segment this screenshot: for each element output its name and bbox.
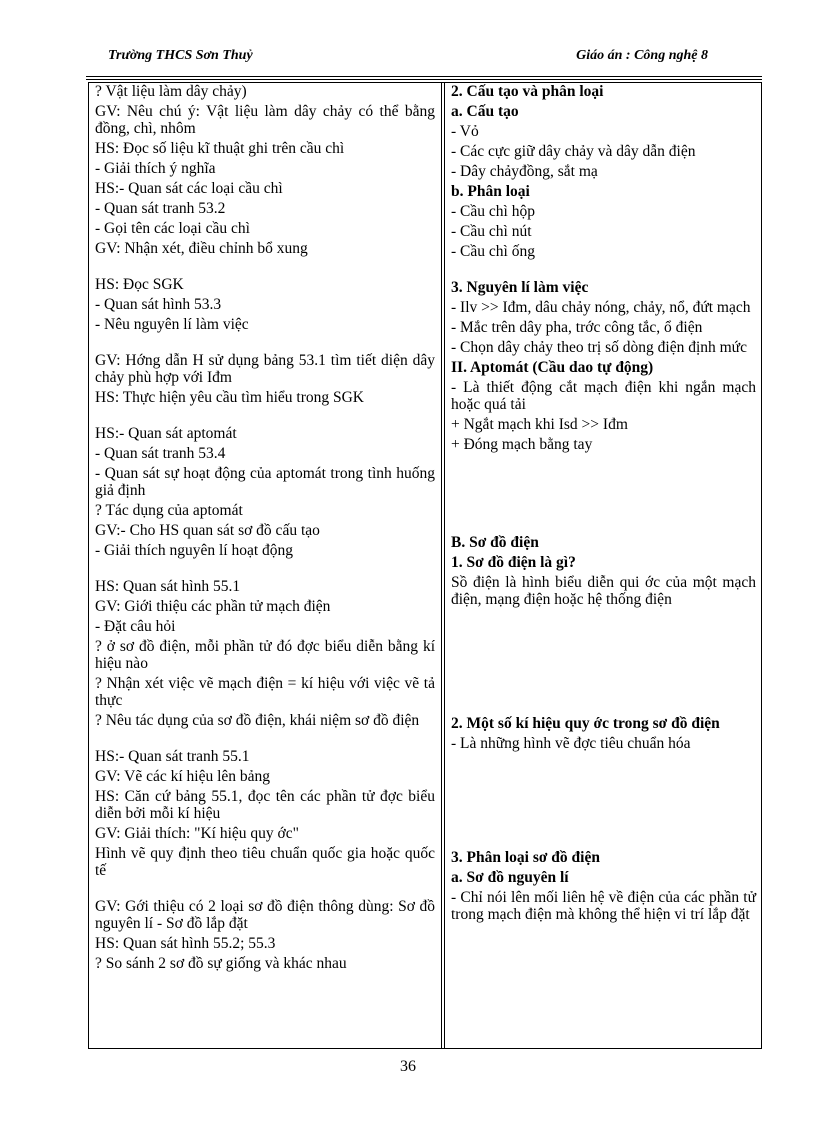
section-heading: 2. Một số kí hiệu quy ớc trong sơ đồ điện <box>451 715 720 732</box>
text-line: - Các cực giữ dây chảy và dây dẫn điện <box>451 143 696 160</box>
text-line: - Quan sát sự hoạt động của aptomát trong tình huống giả định <box>95 465 435 499</box>
text-line: ? Nhận xét việc vẽ mạch điện = kí hiệu với việc vẽ tả thực <box>95 675 435 709</box>
text-line: ? Tác dụng của aptomát <box>95 502 243 519</box>
section-heading: 3. Phân loại sơ đồ điện <box>451 849 600 866</box>
section-heading: 1. Sơ đồ điện là gì? <box>451 554 576 571</box>
text-line: + Ngắt mạch khi Isd >> Iđm <box>451 416 628 433</box>
text-line: GV: Nhận xét, điều chỉnh bổ xung <box>95 240 308 257</box>
text-line: GV: Vẽ các kí hiệu lên bảng <box>95 768 271 785</box>
subsection-heading: a. Cấu tạo <box>451 103 519 120</box>
text-line: HS: Quan sát hình 55.1 <box>95 578 241 595</box>
text-line: - Ilv >> Iđm, dâu chảy nóng, chảy, nổ, đứt mạch <box>451 299 751 316</box>
text-line: - Gọi tên các loại cầu chì <box>95 220 250 237</box>
text-line: HS:- Quan sát aptomát <box>95 425 237 442</box>
text-line: - Quan sát hình 53.3 <box>95 296 222 313</box>
text-line: - Cầu chì nút <box>451 223 532 240</box>
text-line: + Đóng mạch bằng tay <box>451 436 593 453</box>
header-rule <box>86 79 762 80</box>
text-line: HS: Căn cứ bảng 55.1, đọc tên các phần tử đợc biểu diễn bởi mỗi kí hiệu <box>95 788 435 822</box>
text-line: GV: Gới thiệu có 2 loại sơ đồ điện thông dùng: Sơ đồ nguyên lí - Sơ đồ lắp đặt <box>95 898 435 932</box>
text-line: - Chọn dây chảy theo trị số dòng điện định mức <box>451 339 747 356</box>
column-divider <box>441 82 445 1049</box>
text-line: - Là những hình vẽ đợc tiêu chuẩn hóa <box>451 735 691 752</box>
text-line: GV: Giới thiệu các phần tử mạch điện <box>95 598 331 615</box>
text-line: ? Vật liệu làm dây chảy) <box>95 83 247 100</box>
teacher-activity-column <box>95 83 435 975</box>
section-heading: 2. Cấu tạo và phân loại <box>451 83 604 100</box>
text-line: Sồ điện là hình biểu diễn qui ớc của một mạch điện, mạng điện hoặc hệ thống điện <box>451 574 756 608</box>
text-line: - Cầu chì ống <box>451 243 535 260</box>
header-subject: Giáo án : Công nghệ 8 <box>576 48 708 63</box>
text-line: - Nêu nguyên lí làm việc <box>95 316 249 333</box>
text-line: ? So sánh 2 sơ đồ sự giống và khác nhau <box>95 955 347 972</box>
text-line: HS: Quan sát hình 55.2; 55.3 <box>95 935 276 952</box>
text-line: HS:- Quan sát các loại cầu chì <box>95 180 283 197</box>
text-line: ? ở sơ đồ điện, mỗi phần tử đó đợc biểu diễn bằng kí hiệu nào <box>95 638 435 672</box>
text-line: GV: Nêu chú ý: Vật liệu làm dây chảy có thể bằng đồng, chì, nhôm <box>95 103 435 137</box>
subsection-heading: a. Sơ đồ nguyên lí <box>451 869 569 886</box>
text-line: - Đặt câu hỏi <box>95 618 176 635</box>
section-heading: B. Sơ đồ điện <box>451 534 539 551</box>
text-line: Hình vẽ quy định theo tiêu chuẩn quốc gia hoặc quốc tế <box>95 845 435 879</box>
section-heading: 3. Nguyên lí làm việc <box>451 279 589 296</box>
text-line: - Giải thích nguyên lí hoạt động <box>95 542 294 559</box>
text-line: - Dây chảyđồng, sắt mạ <box>451 163 598 180</box>
text-line: HS: Thực hiện yêu cầu tìm hiểu trong SGK <box>95 389 364 406</box>
text-line: GV:- Cho HS quan sát sơ đồ cấu tạo <box>95 522 320 539</box>
section-heading: II. Aptomát (Cầu dao tự động) <box>451 359 654 376</box>
text-line: - Quan sát tranh 53.2 <box>95 200 226 217</box>
text-line: GV: Hớng dẫn H sử dụng bảng 53.1 tìm tiết diện dây chảy phù hợp với Iđm <box>95 352 435 386</box>
text-line: - Cầu chì hộp <box>451 203 535 220</box>
text-line: HS: Đọc SGK <box>95 276 184 293</box>
text-line: ? Nêu tác dụng của sơ đồ điện, khái niệm sơ đồ điện <box>95 712 420 729</box>
text-line: - Quan sát tranh 53.4 <box>95 445 226 462</box>
header-school: Trường THCS Sơn Thuỷ <box>108 48 253 63</box>
text-line: - Mắc trên dây pha, trớc công tắc, ổ điện <box>451 319 703 336</box>
text-line: - Giải thích ý nghĩa <box>95 160 216 177</box>
text-line: - Vỏ <box>451 123 479 140</box>
subsection-heading: b. Phân loại <box>451 183 530 200</box>
text-line: - Là thiết động cắt mạch điện khi ngắn mạch hoặc quá tải <box>451 379 756 413</box>
text-line: HS:- Quan sát tranh 55.1 <box>95 748 250 765</box>
text-line: HS: Đọc số liệu kĩ thuật ghi trên cầu chì <box>95 140 345 157</box>
text-line: - Chỉ nói lên mối liên hệ về điện của các phần tử trong mạch điện mà không thể hiện vi trí lắp đặt <box>451 889 756 923</box>
header-rule <box>86 76 762 77</box>
text-line: GV: Giải thích: "Kí hiệu quy ớc" <box>95 825 299 842</box>
page-header <box>108 48 708 70</box>
page-number: 36 <box>400 1058 416 1075</box>
content-column <box>451 83 756 926</box>
